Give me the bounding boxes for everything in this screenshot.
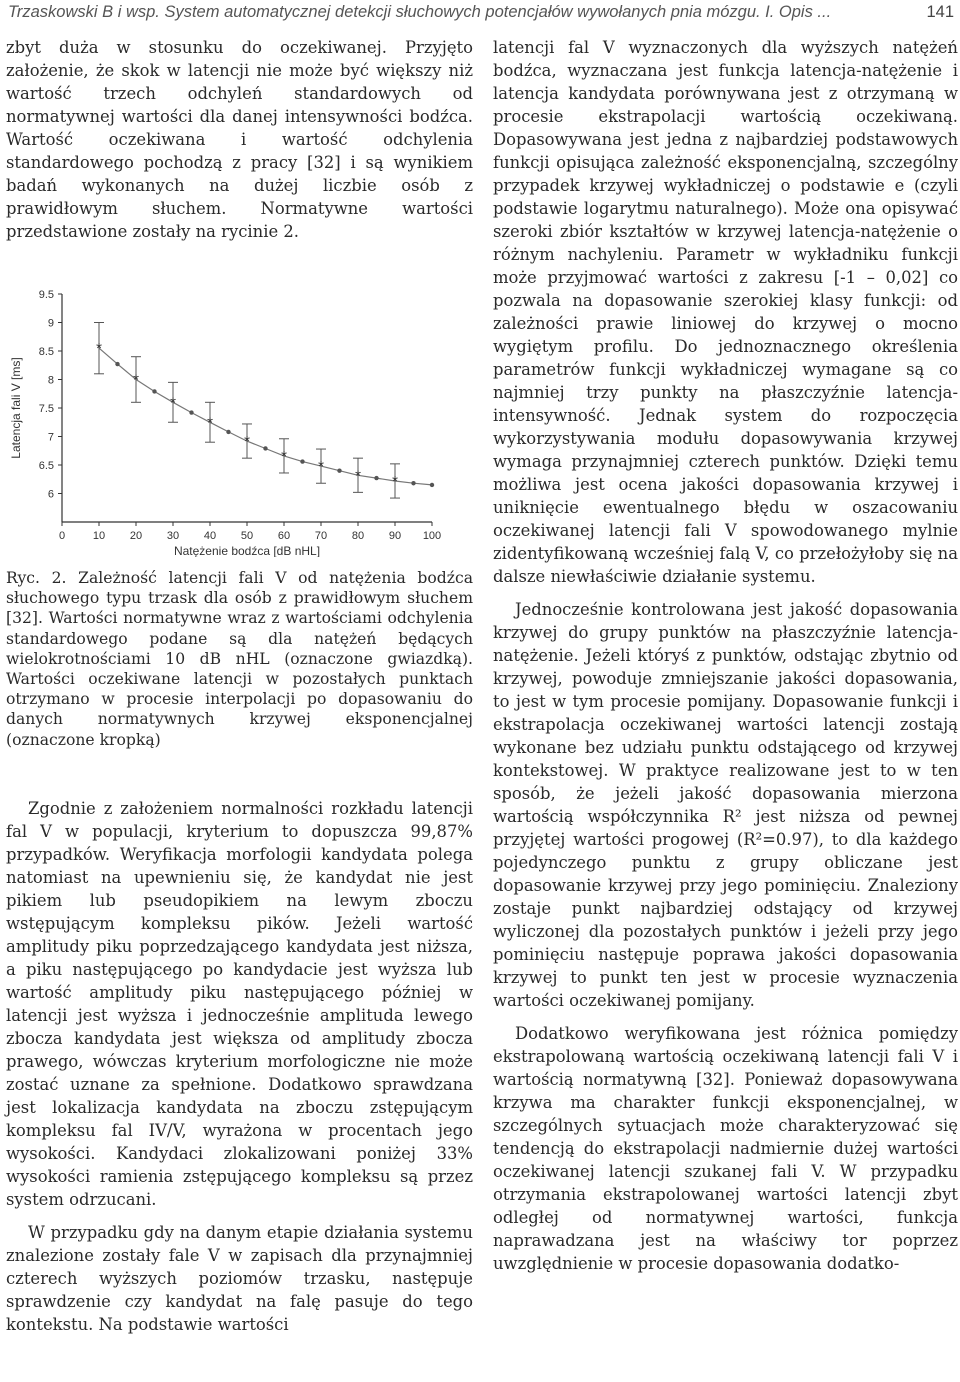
interpolated-point — [337, 469, 341, 473]
page-number: 141 — [926, 2, 954, 21]
interpolated-point — [300, 459, 304, 463]
y-tick-label: 6.5 — [38, 460, 54, 472]
interpolated-point — [411, 481, 415, 485]
x-tick-label: 50 — [240, 530, 254, 542]
normative-point: * — [207, 414, 213, 432]
interpolated-point — [115, 362, 119, 366]
body-paragraph: W przypadku gdy na danym etapie działania systemu znalezione zostały fale V w zapisach dla przynajmniej czterech wyższych poziomów trzasku, następuje sprawdzenie czy kandydat na falę pasuje do tego kontekstu. Na podstawie wartości — [6, 1223, 473, 1334]
y-tick-label: 8 — [47, 374, 54, 387]
body-paragraph: Jednocześnie kontrolowana jest jakość dopasowania krzywej do grupy punktów na płaszczyźnie latencja-natężenie. Jeżeli któryś z punktów, odstając zbytnio od krzywej, powoduje zmniejszanie jakości dopasowania, to jest w tym procesie pomijany. Dopasowanie funkcji i ekstrapolacja oczekiwanej wartości latencji zostają wykonane bez udziału punktu odstającego od krzywej kontekstowej. W praktyce realizowane jest to w ten sposób, że jeżeli jakość dopasowania mierzona wartością współczynnika R² jest niższa od pewnej przyjętej wartości progowej (R²=0.97), to dla każdego pojedynczego punktu z grupy obliczane jest dopasowanie krzywej przy jego pominięciu. Znaleziony zostaje punkt najbardziej odstający od krzywej wyliczonej dla pozostałych punktów i jeżeli przy jego pominięciu następuje poprawa jakości dopasowania krzywej to punkt ten jest w procesie wyznaczenia wartości oczekiwanej pomijany. — [493, 600, 958, 1010]
body-paragraph: Dodatkowo weryfikowana jest różnica pomiędzy ekstrapolowaną wartością oczekiwaną latencji fali V i wartością normatywną [32]. Ponieważ dopasowywana krzywa ma charakter funkcji eksponencjalnej, w szczególnych sytuacjach może charakteryzować się tendencją do ekstrapolacji nadmiernie dużej wartości oczekiwanej latencji szukanej fali V. W przypadku otrzymania ekstrapolowanej wartości latencji zbyt odległej od normatywnej wartości, funkcja naprawadzana jest na właściwy tor poprzez uwzględnienie w procesie dopasowania dodatko- — [493, 1024, 958, 1273]
right-column — [493, 36, 958, 1275]
interpolated-point — [430, 483, 434, 487]
body-paragraph: Zgodnie z założeniem normalności rozkładu latencji fal V w populacji, kryterium to dopuszcza 99,87% przypadków. Weryfikacja morfologii kandydata polega natomiast na upewnieniu się, że kandydat nie jest pikiem lub pseudopikiem na lewym zboczu wstępującym kompleksu pików. Jeżeli wartość amplitudy piku poprzedzającego kandydata jest niższa, a piku następującego po kandydacie jest wyższa lub wartość amplitudy piku następującego później w latencji jest wyższa i jednocześnie amplituda lewego zbocza kandydata jest większa od amplitudy zbocza prawego, wówczas kryterium morfologiczne nie może zostać uznane za spełnione. Dodatkowo sprawdzana jest lokalizacja kandydata na zboczu zstępującym kompleksu fal IV/V, wyrażona w procentach jego wysokości. Kandydaci zlokalizowani poniżej 33% wysokości ramienia zstępującego kompleksu są przez system odrzucani. — [6, 799, 473, 1209]
normative-point: * — [244, 433, 250, 451]
x-tick-label: 40 — [203, 530, 217, 542]
interpolated-point — [189, 410, 193, 414]
interpolated-point — [226, 430, 230, 434]
running-title: Trzaskowski B i wsp. System automatycznej detekcji słuchowych potencjałów wywołanych pnia mózgu. I. Opis ... — [8, 2, 832, 21]
x-tick-label: 100 — [422, 530, 442, 542]
normative-point: * — [392, 472, 398, 490]
normative-point: * — [170, 394, 176, 412]
x-tick-label: 60 — [277, 530, 291, 542]
x-tick-label: 20 — [129, 530, 143, 542]
normative-point: * — [133, 371, 139, 389]
figure-latency-chart — [0, 282, 460, 557]
normative-point: * — [281, 447, 287, 465]
interpolated-point — [263, 446, 267, 450]
body-paragraph: zbyt duża w stosunku do oczekiwanej. Przyjęto założenie, że skok w latencji nie może być większy niż wartość trzech odchyleń standardowych od normatywnej wartości dla danej intensywności bodźca. Wartość oczekiwana i wartość odchylenia standardowego pochodzą z pracy [32] i są wynikiem badań wykonanych na dużej liczbie osób z prawidłowym słuchem. Normatywne wartości przedstawione zostały na rycinie 2. — [6, 38, 473, 241]
y-tick-label: 7.5 — [38, 403, 54, 415]
y-tick-label: 6 — [47, 488, 54, 501]
y-tick-label: 9.5 — [38, 289, 54, 301]
fitted-curve — [99, 348, 432, 485]
normative-point: * — [355, 467, 361, 485]
x-tick-label: 30 — [166, 530, 180, 542]
body-paragraph: latencji fal V wyznaczonych dla wyższych natężeń bodźca, wyznaczana jest funkcja latencja-natężenie i latencja kandydata porównywana jest z otrzymaną w procesie ekstrapolacji wartością oczekiwaną. Dopasowywana jest jedna z najbardziej podstawowych funkcji opisująca zależność eksponencjalną, szczególny przypadek krzywej wykładniczej o podstawie e (czyli podstawie logarytmu naturalnego). Może ona opisywać szeroki zbiór kształtów w krzywej latencja-natężenie o różnym nachyleniu. Parametr w wykładniku funkcji może przyjmować wartości z zakresu [-1 – 0,02] co pozwala na dopasowanie szerokiej klasy funkcji: od zależności prawie liniowej do krzywej o mocno wygiętym profilu. Do jednoznacznego określenia parametrów funkcji wykładniczej wymagane są co najmniej trzy punkty na płaszczyźnie latencja-intensywność. Jednak system do rozpoczęcia wykorzystywania modułu dopasowywania krzywej wymaga przynajmniej czterech punktów. Dzięki temu możliwa jest ocena jakości dopasowania krzywej i uniknięcie ewentualnego błędu w oszacowaniu oczekiwanej latencji fali V spowodowanego mylnie zidentyfikowaną wcześniej falą V, co przełożyłoby się na dalsze niewłaściwie działanie systemu. — [493, 38, 958, 586]
interpolated-point — [152, 389, 156, 393]
x-tick-label: 90 — [388, 530, 402, 542]
running-header — [8, 0, 954, 24]
y-tick-label: 7 — [47, 431, 54, 444]
x-tick-label: 70 — [314, 530, 328, 542]
latency-chart — [0, 282, 460, 557]
normative-point: * — [96, 340, 102, 358]
figure-caption — [6, 568, 473, 750]
x-axis-label: Natężenie bodźca [dB nHL] — [173, 544, 321, 557]
y-tick-label: 9 — [47, 317, 54, 330]
caption-text: Ryc. 2. Zależność latencji fali V od natężenia bodźca słuchowego typu trzask dla osób z prawidłowym słuchem [32]. Wartości normatywne wraz z wartościami odchylenia standardowego podane są dla natężeń będących wielokrotnościami 10 dB nHL (oznaczone gwiazdką). Wartości oczekiwane latencji w pozostałych punktach otrzymano w procesie interpolacji po dopasowaniu do danych normatywnych krzywej eksponencjalnej (oznaczone kropką) — [6, 569, 473, 749]
interpolated-point — [374, 476, 378, 480]
left-column-top — [6, 36, 473, 243]
x-tick-label: 80 — [351, 530, 365, 542]
y-axis-label: Latencja fali V [ms] — [9, 357, 23, 459]
y-tick-label: 8.5 — [38, 346, 54, 358]
x-tick-label: 10 — [92, 530, 106, 542]
left-column-bottom — [6, 797, 473, 1336]
x-tick-label: 0 — [58, 530, 66, 542]
normative-point: * — [318, 458, 324, 476]
